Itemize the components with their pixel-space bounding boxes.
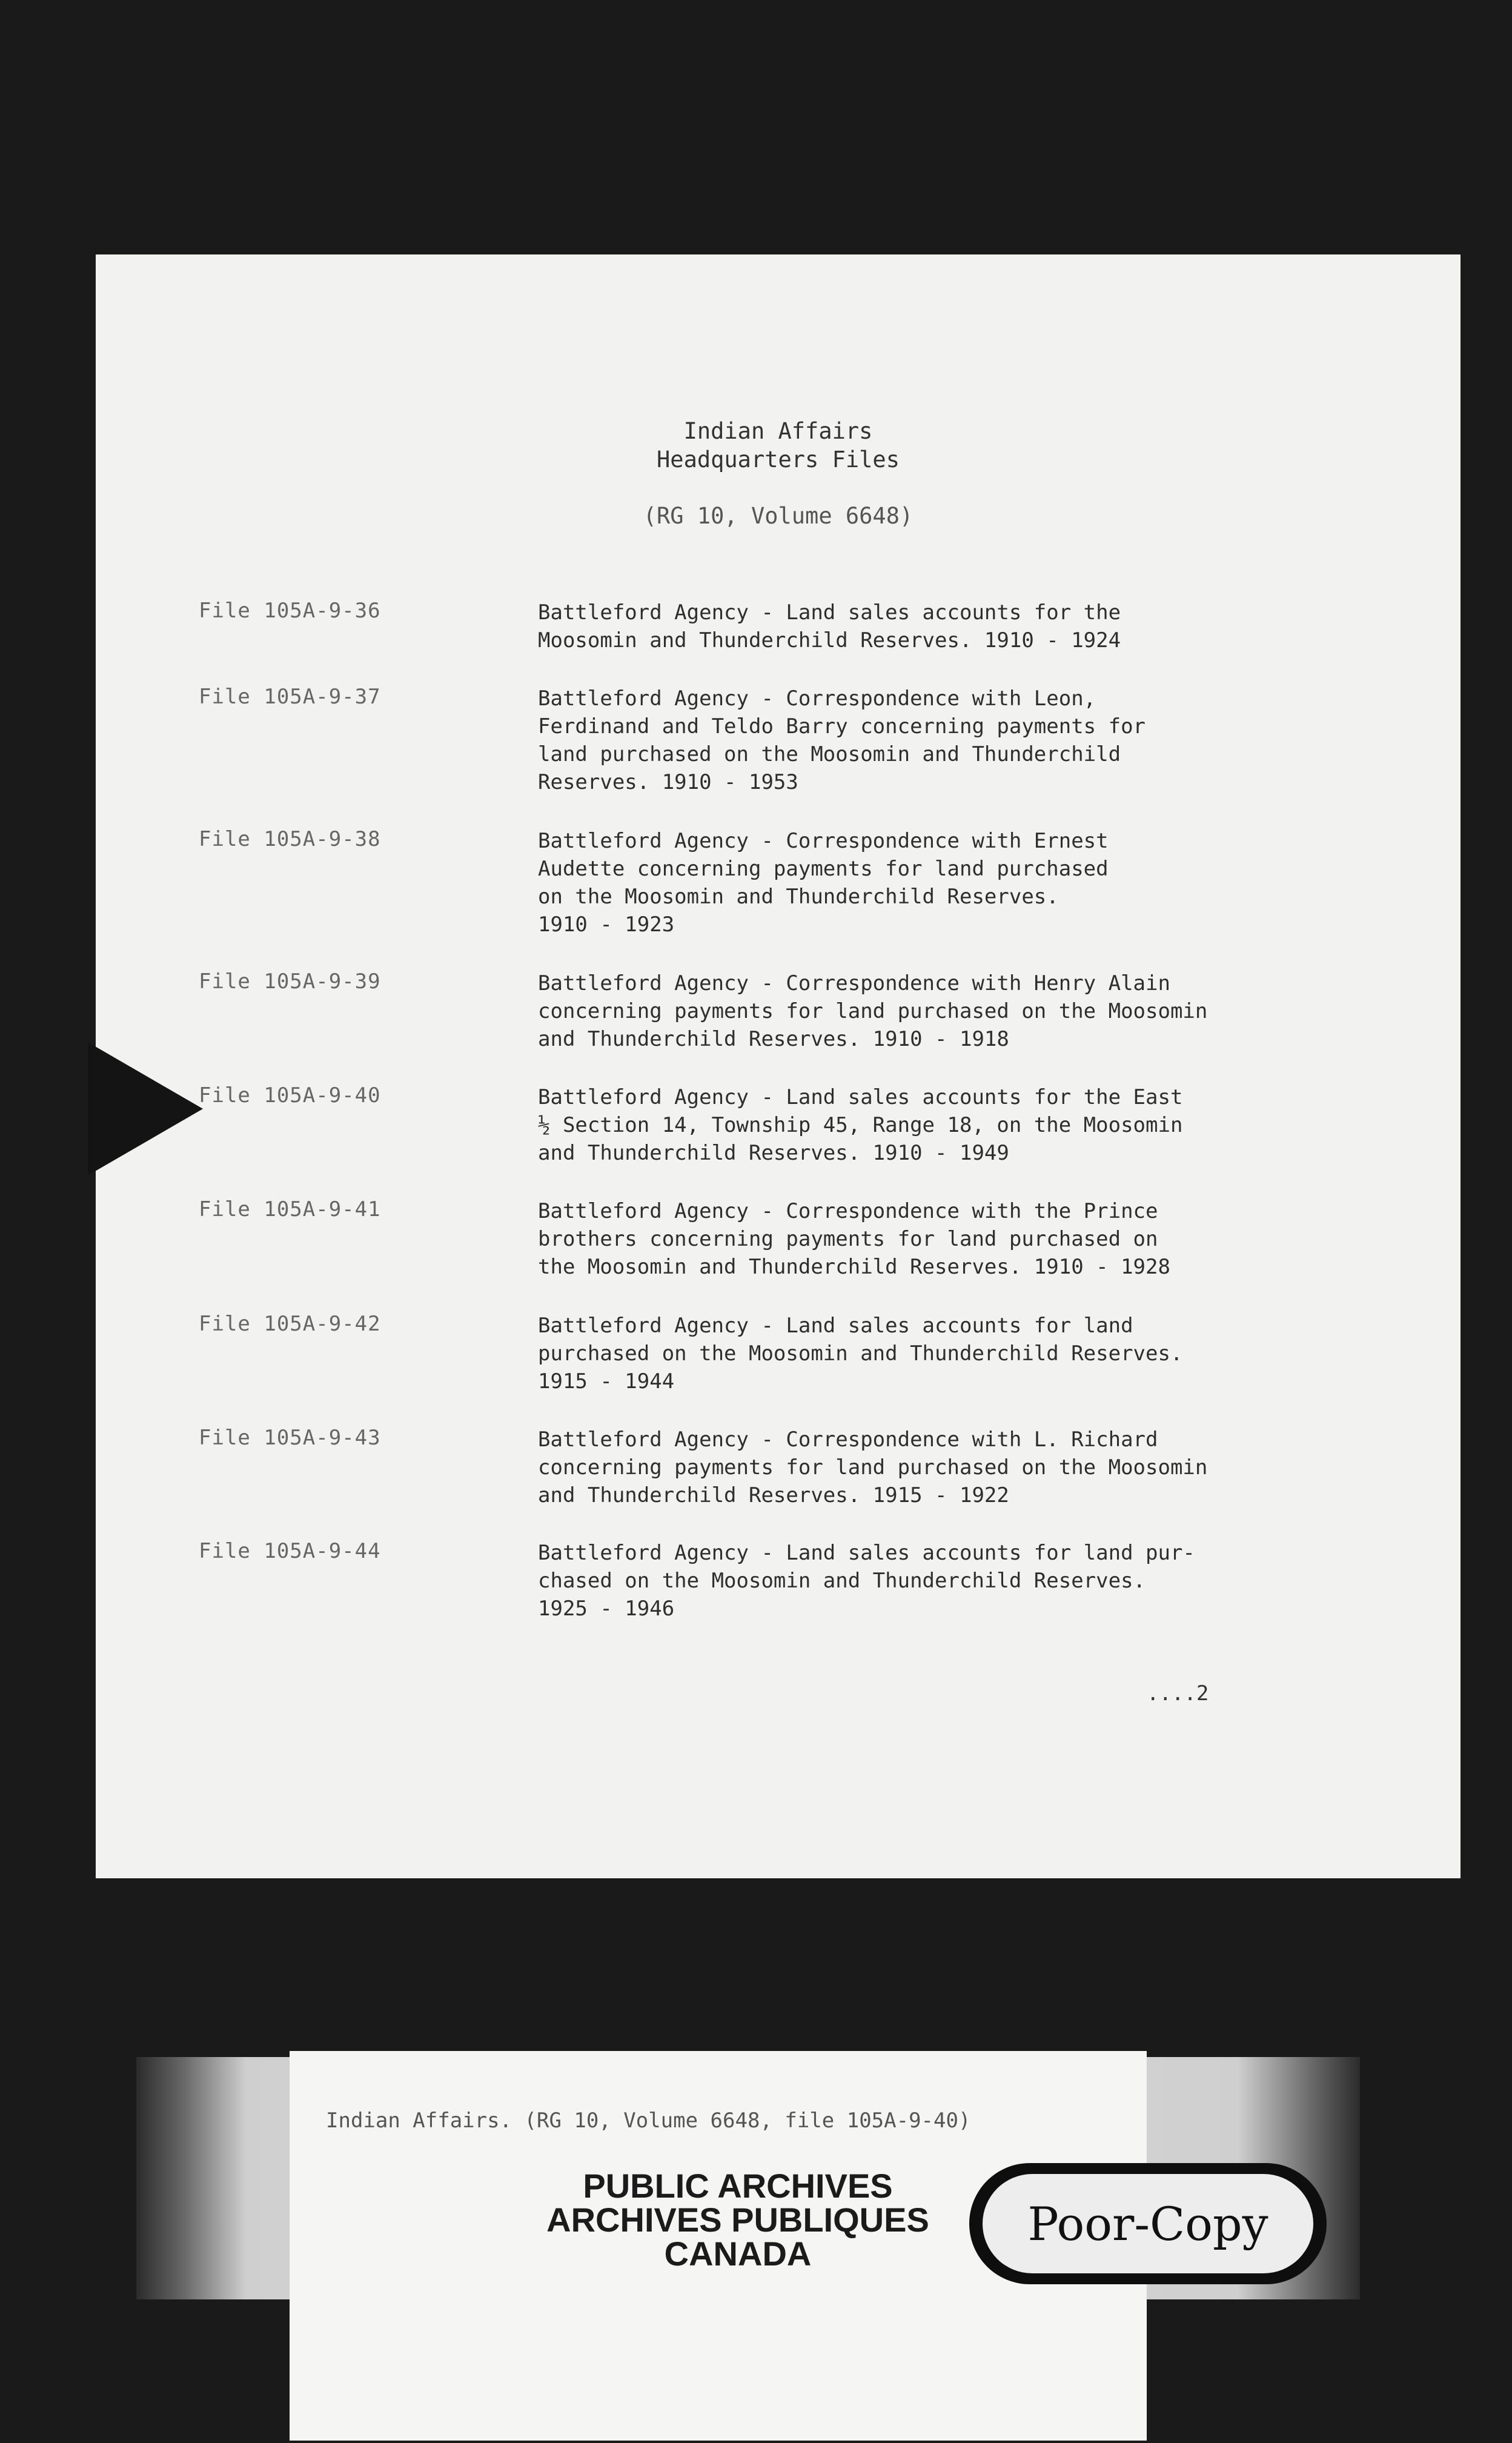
description-line: brothers concerning payments for land purchased on (538, 1227, 1158, 1251)
header-subtitle: Headquarters Files (657, 447, 900, 473)
description-line: Battleford Agency - Land sales accounts for the East (538, 1085, 1183, 1109)
file-number: File 105A-9-41 (199, 1197, 381, 1222)
file-description (538, 1426, 1338, 1509)
file-description (538, 1197, 1338, 1281)
file-description (538, 599, 1338, 654)
description-line: Battleford Agency - Correspondence with the Prince (538, 1199, 1158, 1223)
file-number: File 105A-9-36 (199, 599, 381, 623)
stamp-line: CANADA (664, 2235, 812, 2273)
description-line: Battleford Agency - Land sales accounts for land (538, 1314, 1133, 1338)
file-description (538, 827, 1338, 939)
header-volume: (RG 10, Volume 6648) (643, 503, 913, 529)
description-line: concerning payments for land purchased on the Moosomin (538, 999, 1208, 1023)
document-page (96, 254, 1461, 1878)
description-line: 1925 - 1946 (538, 1597, 675, 1621)
target-card-label: Indian Affairs. (RG 10, Volume 6648, file 105A-9-40) (326, 2109, 971, 2133)
description-line: Reserves. 1910 - 1953 (538, 770, 798, 794)
description-line: Battleford Agency - Correspondence with Henry Alain (538, 971, 1170, 995)
poor-copy-label-bg (983, 2174, 1313, 2273)
description-line: concerning payments for land purchased on the Moosomin (538, 1455, 1208, 1480)
description-line: and Thunderchild Reserves. 1910 - 1918 (538, 1027, 1009, 1051)
archives-stamp (520, 2169, 956, 2271)
file-number: File 105A-9-43 (199, 1426, 381, 1450)
stamp-line: ARCHIVES PUBLIQUES (546, 2201, 929, 2239)
description-line: ½ Section 14, Township 45, Range 18, on the Moosomin (538, 1113, 1183, 1137)
file-description (538, 1083, 1338, 1167)
file-number: File 105A-9-40 (199, 1083, 381, 1108)
header-title: Indian Affairs (683, 418, 873, 444)
description-line: Battleford Agency - Correspondence with L. Richard (538, 1428, 1158, 1452)
continuation-marker: ....2 (1147, 1681, 1209, 1706)
file-number: File 105A-9-37 (199, 685, 381, 709)
description-line: chased on the Moosomin and Thunderchild Reserves. (538, 1569, 1146, 1593)
description-line: and Thunderchild Reserves. 1915 - 1922 (538, 1483, 1009, 1507)
description-line: Moosomin and Thunderchild Reserves. 1910 - 1924 (538, 628, 1121, 653)
poor-copy-stamp (969, 2163, 1327, 2284)
description-line: on the Moosomin and Thunderchild Reserves. (538, 885, 1059, 909)
description-line: Battleford Agency - Correspondence with Ernest (538, 829, 1109, 853)
description-line: Audette concerning payments for land purchased (538, 857, 1109, 881)
file-description (538, 685, 1338, 796)
file-description (538, 969, 1338, 1053)
description-line: land purchased on the Moosomin and Thunderchild (538, 742, 1121, 766)
file-description (538, 1539, 1338, 1623)
description-line: 1910 - 1923 (538, 912, 675, 937)
file-description (538, 1312, 1338, 1395)
description-line: Battleford Agency - Land sales accounts for the (538, 600, 1121, 625)
file-number: File 105A-9-44 (199, 1539, 381, 1563)
stamp-line: PUBLIC ARCHIVES (583, 2167, 893, 2205)
description-line: the Moosomin and Thunderchild Reserves. 1910 - 1928 (538, 1255, 1170, 1279)
description-line: Battleford Agency - Land sales accounts for land pur- (538, 1541, 1195, 1565)
description-line: 1915 - 1944 (538, 1369, 675, 1394)
pointer-arrow-icon (88, 1042, 203, 1175)
description-line: Battleford Agency - Correspondence with Leon, (538, 686, 1096, 711)
file-number: File 105A-9-39 (199, 969, 381, 994)
description-line: Ferdinand and Teldo Barry concerning payments for (538, 714, 1146, 739)
file-number: File 105A-9-38 (199, 827, 381, 851)
file-number: File 105A-9-42 (199, 1312, 381, 1336)
description-line: purchased on the Moosomin and Thunderchild Reserves. (538, 1341, 1183, 1366)
description-line: and Thunderchild Reserves. 1910 - 1949 (538, 1141, 1009, 1165)
poor-copy-text: Poor-Copy (1027, 2197, 1268, 2251)
